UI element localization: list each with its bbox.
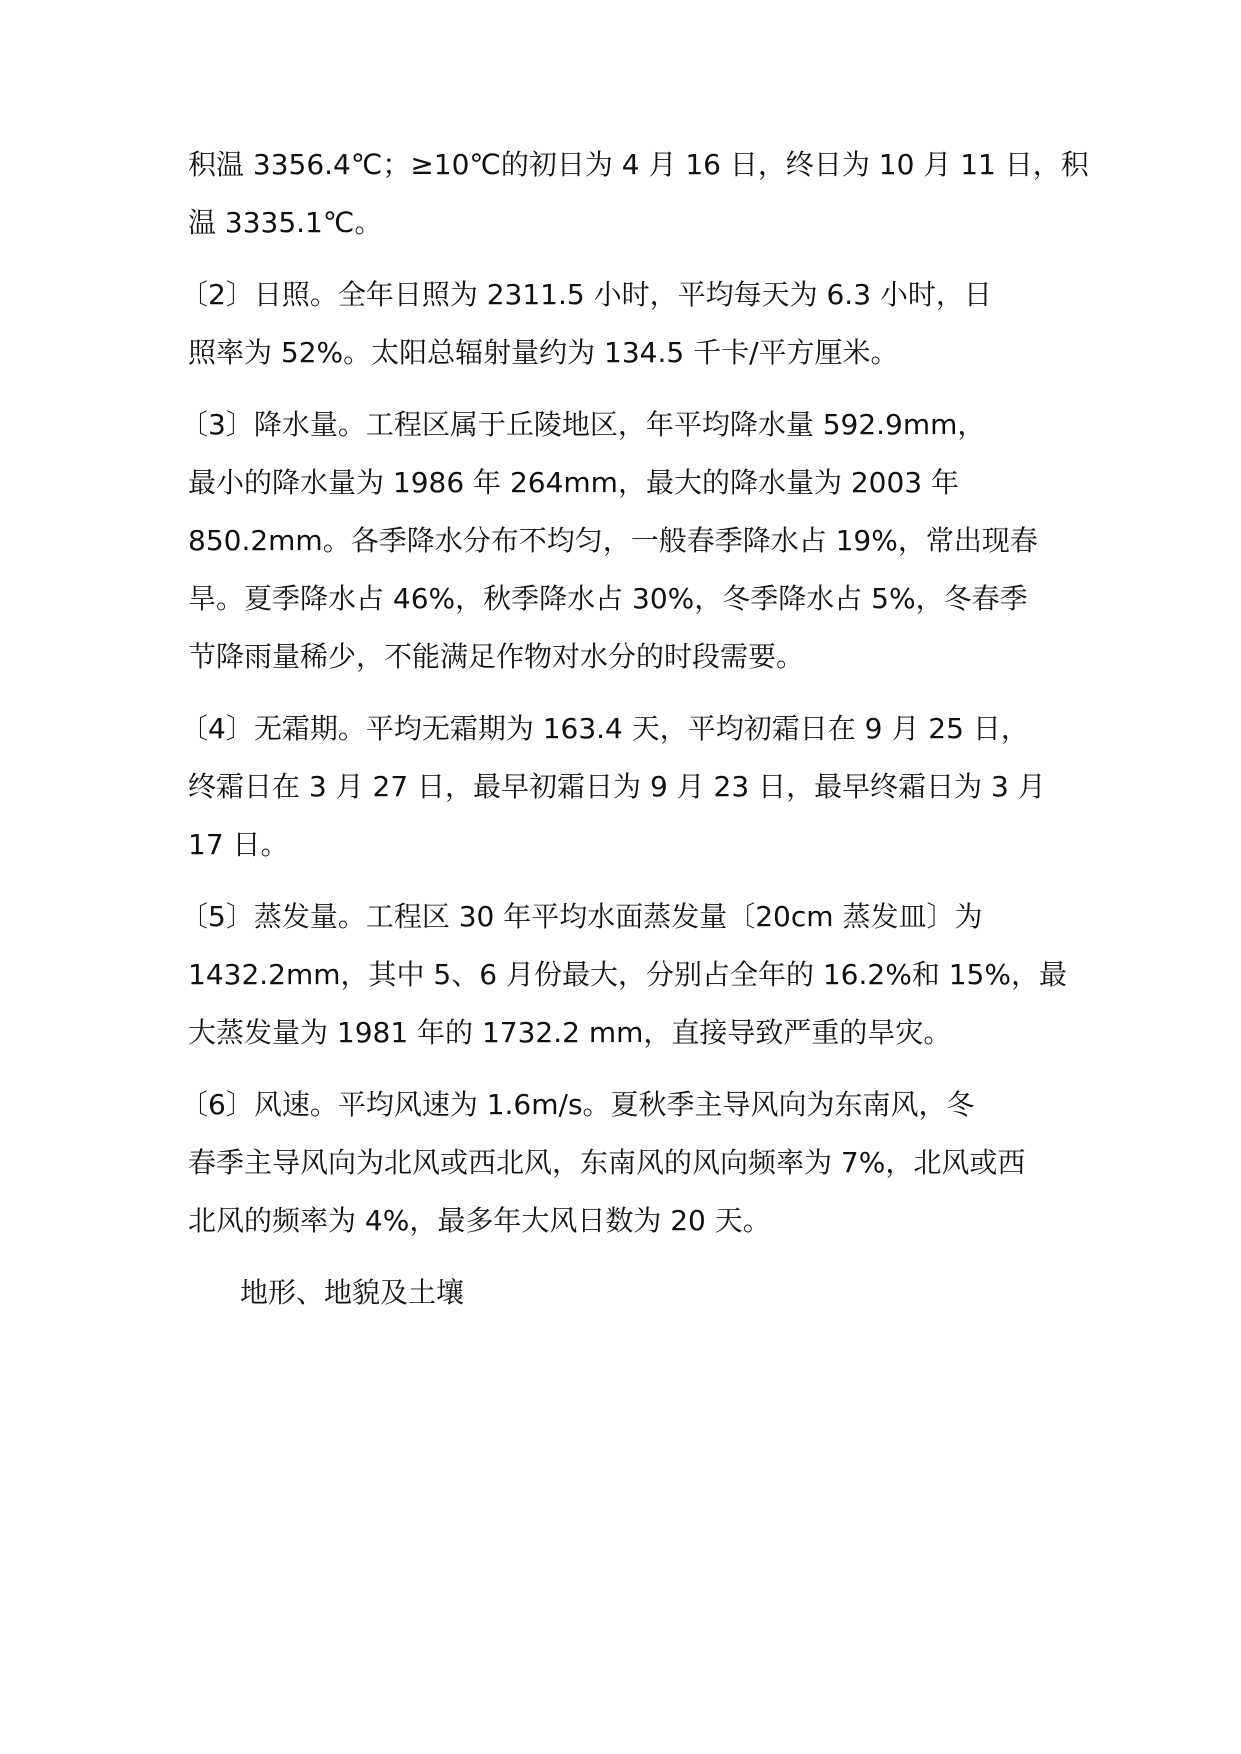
p6-line-1: 〔6〕风速。平均风速为 1.6m/s。夏秋季主导风向为东南风，冬 xyxy=(180,1088,975,1121)
p5-line-3: 大蒸发量为 1981 年的 1732.2 mm，直接导致严重的旱灾。 xyxy=(188,1016,952,1049)
p3-line-3: 850.2mm。各季降水分布不均匀，一般春季降水占 19%，常出现春 xyxy=(188,524,1038,557)
p4-line-1: 〔4〕无霜期。平均无霜期为 163.4 天，平均初霜日在 9 月 25 日， xyxy=(180,712,1029,745)
p1-line-1: 积温 3356.4℃；≥10℃的初日为 4 月 16 日，终日为 10 月 11 日，积 xyxy=(188,148,1089,181)
p3-line-4: 旱。夏季降水占 46%，秋季降水占 30%，冬季降水占 5%，冬春季 xyxy=(188,582,1028,615)
section-heading: 地形、地貌及土壤 xyxy=(240,1276,465,1309)
p5-line-1: 〔5〕蒸发量。工程区 30 年平均水面蒸发量〔20cm 蒸发皿〕为 xyxy=(180,900,983,933)
p6-line-3: 北风的频率为 4%，最多年大风日数为 20 天。 xyxy=(188,1204,771,1237)
p3-line-1: 〔3〕降水量。工程区属于丘陵地区，年平均降水量 592.9mm， xyxy=(180,408,986,441)
p1-line-2: 温 3335.1℃。 xyxy=(188,206,383,239)
p4-line-2: 终霜日在 3 月 27 日，最早初霜日为 9 月 23 日，最早终霜日为 3 月 xyxy=(188,770,1046,803)
p2-line-2: 照率为 52%。太阳总辐射量约为 134.5 千卡/平方厘米。 xyxy=(188,336,899,369)
p3-line-2: 最小的降水量为 1986 年 264mm，最大的降水量为 2003 年 xyxy=(188,466,960,499)
p4-line-3: 17 日。 xyxy=(188,828,289,861)
p2-line-1: 〔2〕日照。全年日照为 2311.5 小时，平均每天为 6.3 小时，日 xyxy=(180,278,992,311)
p6-line-2: 春季主导风向为北风或西北风，东南风的风向频率为 7%，北风或西 xyxy=(188,1146,1026,1179)
p3-line-5: 节降雨量稀少，不能满足作物对水分的时段需要。 xyxy=(188,640,805,673)
p5-line-2: 1432.2mm，其中 5、6 月份最大，分别占全年的 16.2%和 15%，最 xyxy=(188,958,1067,991)
